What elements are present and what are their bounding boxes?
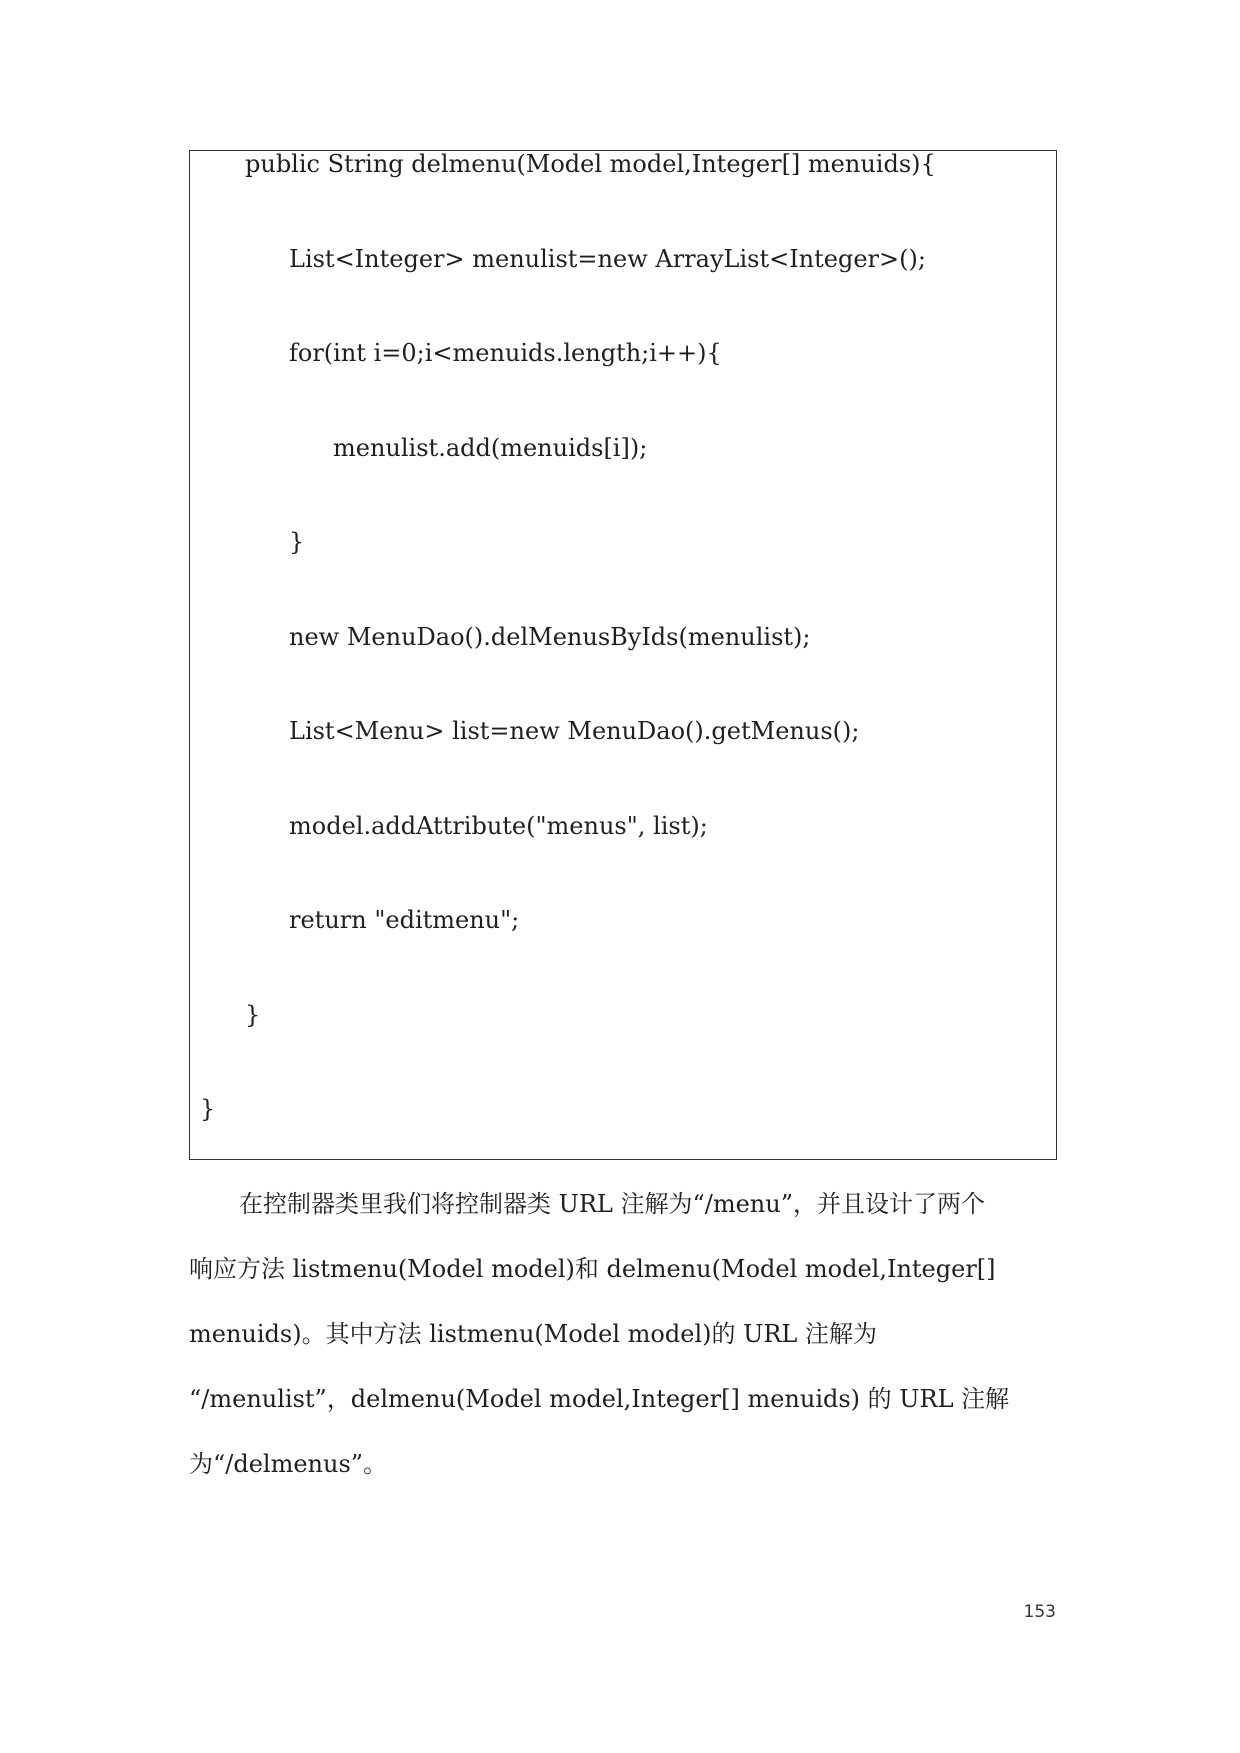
paragraph-line: 为“/delmenus”。 [189, 1450, 388, 1478]
code-line: List<Menu> list=new MenuDao().getMenus(); [289, 717, 860, 745]
paragraph-line: menuids)。其中方法 listmenu(Model model)的 URL 注解为 [189, 1320, 877, 1348]
code-line: public String delmenu(Model model,Integer[] menuids){ [245, 150, 936, 178]
code-line: } [289, 528, 305, 556]
code-line: for(int i=0;i<menuids.length;i++){ [289, 339, 722, 367]
code-line: return "editmenu"; [289, 906, 520, 934]
page-number: 153 [1023, 1602, 1056, 1622]
code-block [189, 150, 1057, 1160]
paragraph-line: “/menulist”，delmenu(Model model,Integer[] menuids) 的 URL 注解 [189, 1385, 1010, 1413]
code-line: model.addAttribute("menus", list); [289, 812, 708, 840]
code-line: } [200, 1095, 216, 1123]
paragraph-line: 在控制器类里我们将控制器类 URL 注解为“/menu”，并且设计了两个 [239, 1190, 985, 1218]
code-line: new MenuDao().delMenusByIds(menulist); [289, 623, 811, 651]
code-line: } [245, 1001, 261, 1029]
code-line: List<Integer> menulist=new ArrayList<Integer>(); [289, 245, 926, 273]
paragraph-line: 响应方法 listmenu(Model model)和 delmenu(Model model,Integer[] [189, 1255, 996, 1283]
code-line: menulist.add(menuids[i]); [333, 434, 648, 462]
